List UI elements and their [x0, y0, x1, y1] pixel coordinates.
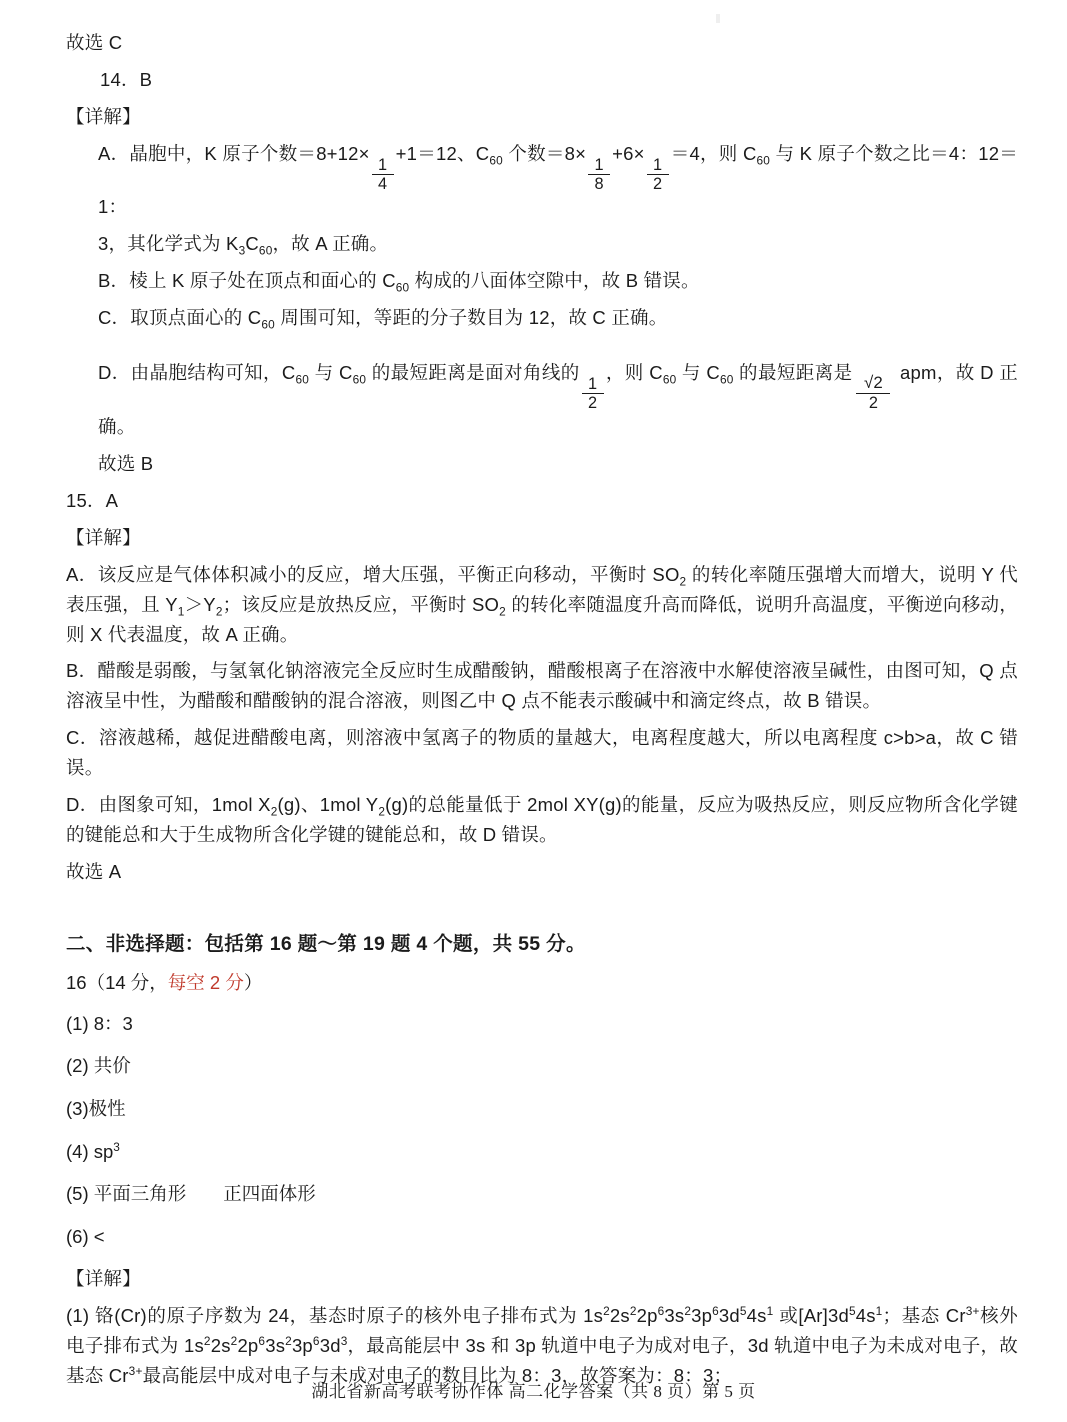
q15-number-answer: 15．A: [66, 489, 119, 511]
q15-option-b: B．醋酸是弱酸，与氢氧化钠溶液完全反应时生成醋酸钠，醋酸根离子在溶液中水解使溶液呈碱性，由图可知，Q 点溶液呈中性，为醋酸和醋酸钠的混合溶液，则图乙中 Q 点不能表示酸碱中和滴定终点，故 B 错误。: [66, 660, 1018, 712]
q16-answer-3: (3)极性: [66, 1098, 126, 1120]
d1-seg18: 最高能层中成对电子与未成对电子的数目比为 8：3，故答案为：8：3；: [142, 1365, 733, 1387]
c60-subscript: 60: [662, 372, 677, 387]
d1-seg17: ，最高能层中 3s 和 3p 轨道中电子为成对电子，3d 轨道中电子为未成对电子，故基态 Cr: [66, 1335, 1019, 1387]
q16-header: [66, 968, 1018, 998]
q15-option-a-seg4: ；该反应是放热反应，平衡时 SO: [222, 593, 500, 615]
fraction-sqrt2-over-2: [856, 375, 890, 411]
q14-option-a-seg6: 与 K 原子个数之比＝4：12＝1：: [98, 142, 1018, 218]
q15-option-d-seg1: D．由图象可知，1mol X: [66, 794, 271, 816]
section-two-heading: 二、非选择题：包括第 16 题～第 19 题 4 个题，共 55 分。: [66, 933, 586, 956]
q16-answer-6: (6) <: [66, 1225, 105, 1247]
d1-seg10: ；基态 Cr: [882, 1305, 966, 1327]
q14-option-b-seg1: B．棱上 K 原子处在顶点和面心的 C: [98, 270, 396, 292]
ion-charge-superscript: 3+: [965, 1304, 980, 1319]
q15-detail-label: 【详解】: [66, 526, 141, 548]
orbital-superscript: 6: [712, 1304, 719, 1319]
q14-option-b-seg2: 构成的八面体空隙中，故 B 错误。: [409, 270, 700, 292]
q14-option-a-cont-seg2: C: [245, 233, 259, 255]
q14-option-c-seg1: C．取顶点面心的 C: [98, 307, 262, 329]
ion-charge-superscript: 3+: [128, 1364, 143, 1379]
c60-subscript: 60: [395, 280, 410, 295]
page-body: [66, 28, 1018, 1398]
orbital-superscript: 2: [230, 1334, 238, 1349]
q16-header-pre: 16（14 分，: [66, 972, 168, 994]
orbital-superscript: 6: [657, 1304, 665, 1319]
d1-seg13: 2p: [237, 1335, 259, 1357]
q15-option-d-seg2: (g)、1mol Y: [277, 794, 379, 816]
q15-option-d-seg3: (g)的总能量低于 2mol XY(g)的能量，反应为吸热反应，则反应物所含化学键的键能总和大于生成物所含化学键的键能总和，故 D 错误。: [66, 794, 1018, 846]
q14-conclusion: 故选 B: [98, 452, 154, 474]
orbital-superscript: 1: [766, 1304, 774, 1319]
fraction-denominator: 2: [868, 393, 879, 412]
q16-detail-label: 【详解】: [66, 1268, 141, 1290]
c60-subscript: 60: [258, 244, 273, 259]
q15-option-c: C．溶液越稀，越促进醋酸电离，则溶液中氢离子的物质的量越大，电离程度越大，所以电离程度 c>b>a，故 C 错误。: [66, 727, 1018, 779]
fraction-numerator: 1: [378, 155, 388, 174]
d1-seg4: 3s: [664, 1305, 685, 1327]
d1-seg2: 2s: [609, 1305, 630, 1327]
c60-subscript: 60: [352, 372, 367, 387]
q15-option-d: [66, 790, 1018, 850]
page-footer: 湖北省新高考联考协作体 高二化学答案（共 8 页）第 5 页: [311, 1382, 756, 1401]
fraction-one-quarter: [372, 157, 394, 193]
q15-conclusion: 故选 A: [66, 861, 122, 883]
q15-option-a-seg3: ＞Y: [184, 593, 216, 615]
q16-answer-1: (1) 8：3: [66, 1012, 133, 1034]
q14-option-a-seg3: 个数＝8×: [502, 142, 587, 164]
q14-detail-label: 【详解】: [66, 105, 141, 127]
orbital-superscript: 2: [684, 1304, 692, 1319]
q15-option-a-seg5: 的转化率随温度升高而降低，说明升高温度，平衡逆向移动，则 X 代表温度，故 A 正确。: [66, 593, 1018, 645]
d1-seg3: 2p: [636, 1305, 658, 1327]
fraction-denominator: 2: [652, 175, 663, 194]
c60-subscript: 60: [489, 153, 503, 168]
q14-option-d-seg3: 的最短距离是面对角线的: [366, 362, 580, 384]
q14-option-d-seg4: ，则 C: [605, 362, 663, 384]
orbital-superscript: 6: [258, 1334, 266, 1349]
d1-seg15: 3p: [291, 1335, 313, 1357]
orbital-superscript: 2: [629, 1304, 637, 1319]
spacer: [66, 340, 1018, 358]
orbital-superscript: 2: [285, 1334, 292, 1349]
d1-seg5: 3p: [691, 1305, 713, 1327]
d1-seg12: 2s: [210, 1335, 231, 1357]
q14-option-d-seg7: apm，故 D 正确。: [98, 362, 1018, 437]
sp3-superscript: 3: [113, 1139, 120, 1154]
d1-seg6: 3d: [718, 1305, 740, 1327]
fraction-one-half: [582, 376, 604, 412]
q16-answer-4: [66, 1137, 1018, 1167]
y2-subscript: 2: [378, 805, 386, 820]
q14-option-c-seg2: 周围可知，等距的分子数目为 12，故 C 正确。: [274, 307, 668, 329]
fraction-denominator: 2: [588, 394, 598, 413]
q13-conclusion: 故选 C: [66, 32, 123, 53]
q16-answer-4-text: (4) sp: [66, 1140, 114, 1162]
fraction-numerator: √2: [863, 373, 883, 393]
q14-option-a: [66, 139, 1018, 222]
c60-subscript: 60: [756, 153, 771, 168]
fraction-numerator: 1: [594, 155, 604, 174]
q16-points-per-blank: 每空 2 分: [167, 972, 244, 994]
q15-option-a-seg2: 的转化率随压强增大而增大，说明 Y 代表压强，且 Y: [66, 563, 1018, 615]
so2-subscript: 2: [499, 604, 506, 619]
q16-answer-5: (5) 平面三角形 正四面体形: [66, 1183, 316, 1205]
d1-seg9: 4s: [855, 1305, 876, 1327]
q14-option-c: [66, 303, 1018, 333]
orbital-superscript: 6: [312, 1334, 320, 1349]
q15-option-a: [66, 560, 1018, 650]
fraction-denominator: 4: [378, 175, 388, 194]
scan-artifact: [716, 14, 720, 23]
q14-option-a-seg2: +1＝12、C: [395, 142, 490, 164]
fraction-numerator: 1: [652, 155, 663, 174]
q15-option-a-seg1: A．该反应是气体体积减小的反应，增大压强，平衡正向移动，平衡时 SO: [66, 563, 680, 585]
q14-option-d: [66, 358, 1018, 441]
spacer: [66, 894, 1018, 928]
y2-subscript: 2: [215, 604, 223, 619]
q16-answer-list: [66, 1009, 1018, 1252]
orbital-superscript: 5: [739, 1304, 747, 1319]
q16-header-post: ）: [243, 972, 263, 994]
q14-option-b: [66, 266, 1018, 296]
d1-seg7: 4s: [746, 1305, 767, 1327]
fraction-one-eighth: [588, 157, 610, 193]
q14-option-d-seg2: 与 C: [309, 362, 353, 384]
q14-option-a-seg1: A．晶胞中，K 原子个数＝8+12×: [98, 142, 370, 164]
x2-subscript: 2: [270, 805, 278, 820]
q14-option-a-seg4: +6×: [612, 142, 645, 164]
fraction-numerator: 1: [588, 375, 598, 393]
q14-option-a-continued: [66, 229, 1018, 259]
y1-subscript: 1: [177, 604, 185, 619]
so2-subscript: 2: [679, 574, 687, 589]
q14-option-d-seg6: 的最短距离是: [733, 362, 853, 384]
d1-seg14: 3s: [265, 1335, 286, 1357]
orbital-superscript: 1: [875, 1304, 883, 1319]
q14-option-a-cont-seg3: ，故 A 正确。: [272, 233, 389, 255]
c60-subscript: 60: [295, 372, 310, 387]
q14-option-d-seg1: D．由晶胞结构可知，C: [98, 362, 296, 384]
d1-seg16: 3d: [319, 1335, 341, 1357]
orbital-superscript: 2: [603, 1304, 610, 1319]
c60-subscript: 60: [261, 317, 275, 332]
fraction-one-half: [647, 157, 669, 193]
q14-option-a-seg5: ＝4，则 C: [670, 142, 757, 164]
k3-subscript: 3: [238, 244, 246, 259]
d1-seg11: 核外电子排布式为 1s: [66, 1305, 1018, 1357]
q14-option-d-seg5: 与 C: [676, 362, 720, 384]
orbital-superscript: 3: [340, 1334, 348, 1349]
orbital-superscript: 5: [848, 1304, 856, 1319]
c60-subscript: 60: [719, 372, 734, 387]
d1-seg8: 或[Ar]3d: [773, 1305, 849, 1327]
d1-seg1: (1) 铬(Cr)的原子序数为 24，基态时原子的核外电子排布式为 1s: [66, 1305, 604, 1327]
q14-number-answer: 14．B: [100, 68, 153, 90]
q14-option-a-cont-seg1: 3，其化学式为 K: [98, 233, 239, 255]
orbital-superscript: 2: [203, 1334, 211, 1349]
q16-answer-2: (2) 共价: [66, 1055, 131, 1077]
fraction-denominator: 8: [594, 175, 604, 194]
